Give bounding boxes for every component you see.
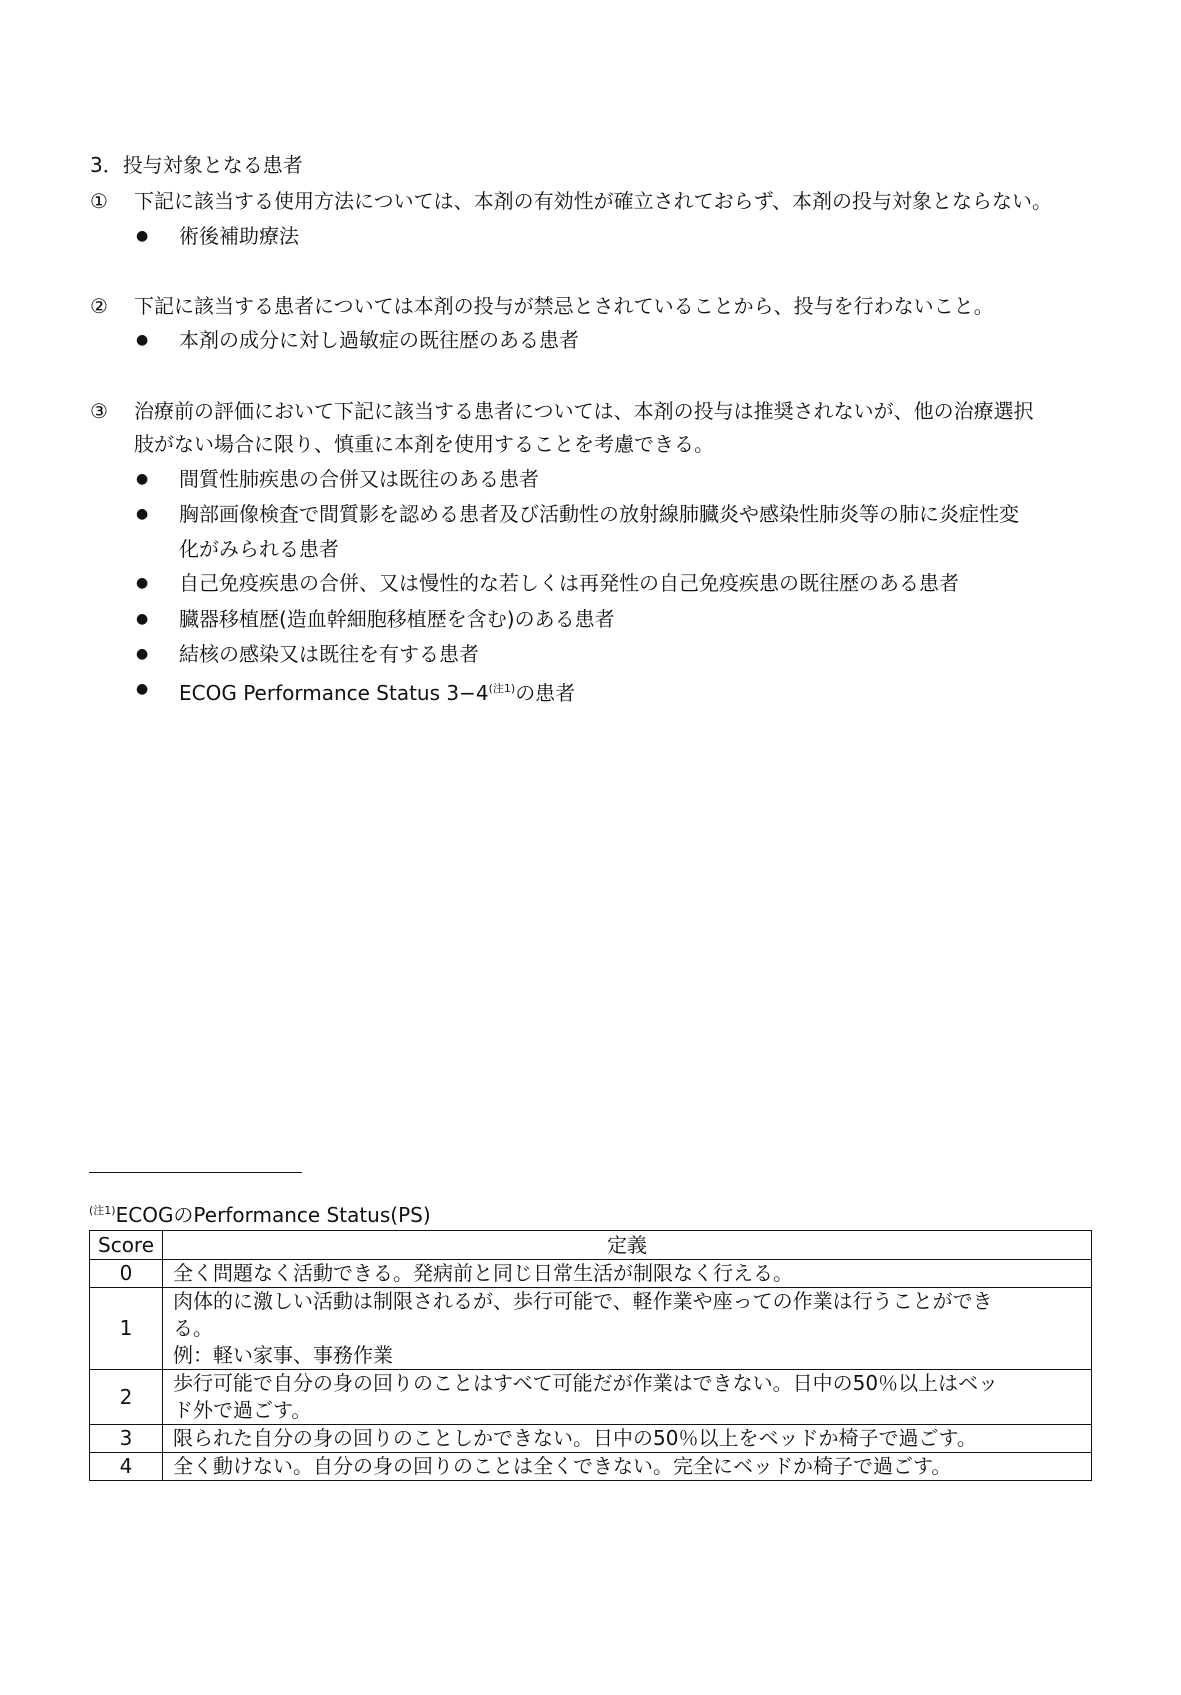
definition-line: る。 bbox=[173, 1316, 214, 1340]
ecog-suffix: の患者 bbox=[515, 681, 576, 705]
score-cell: 4 bbox=[90, 1453, 163, 1481]
header-score: Score bbox=[90, 1231, 163, 1260]
definition-line: 肉体的に激しい活動は制限されるが、歩行可能で、軽作業や座っての作業は行うことができ bbox=[173, 1289, 993, 1313]
definition-cell bbox=[163, 1260, 1092, 1288]
item-marker-2: ② bbox=[90, 294, 108, 318]
bullet-icon: ● bbox=[136, 332, 149, 348]
bullet-item: 自己免疫疾患の合併、又は慢性的な若しくは再発性の自己免疫疾患の既往歴のある患者 bbox=[179, 571, 959, 595]
item-text-1: 下記に該当する使用方法については、本剤の有効性が確立されておらず、本剤の投与対象とならない。 bbox=[134, 189, 1052, 213]
table-row bbox=[90, 1453, 1092, 1481]
definition-line: 歩行可能で自分の身の回りのことはすべて可能だが作業はできない。日中の50％以上はベッ bbox=[173, 1371, 999, 1395]
definition-cell bbox=[163, 1370, 1092, 1425]
definition-line: 全く動けない。自分の身の回りのことは全くできない。完全にベッドか椅子で過ごす。 bbox=[173, 1454, 952, 1478]
bullet-item: 胸部画像検査で間質影を認める患者及び活動性の放射線肺臓炎や感染性肺炎等の肺に炎症性変 bbox=[179, 502, 1019, 526]
bullet-icon: ● bbox=[136, 506, 149, 522]
bullet-icon: ● bbox=[136, 611, 149, 627]
table-header-row bbox=[90, 1231, 1092, 1260]
bullet-item: 臓器移植歴(造血幹細胞移植歴を含む)のある患者 bbox=[179, 607, 615, 631]
footnote-mark: (注1) bbox=[89, 1204, 116, 1217]
bullet-icon: ● bbox=[136, 471, 149, 487]
definition-cell bbox=[163, 1425, 1092, 1453]
bullet-icon: ● bbox=[136, 681, 149, 697]
item-text-2: 下記に該当する患者については本剤の投与が禁忌とされていることから、投与を行わないこと。 bbox=[134, 294, 994, 318]
bullet-item-cont: 化がみられる患者 bbox=[179, 537, 339, 561]
score-cell: 2 bbox=[90, 1370, 163, 1425]
bullet-item: 結核の感染又は既往を有する患者 bbox=[179, 642, 479, 666]
definition-line: ド外で過ごす。 bbox=[173, 1398, 312, 1422]
item-marker-1: ① bbox=[90, 189, 108, 213]
score-cell: 0 bbox=[90, 1260, 163, 1288]
score-cell: 1 bbox=[90, 1288, 163, 1370]
footnote-title bbox=[89, 1198, 431, 1228]
header-definition: 定義 bbox=[163, 1231, 1092, 1260]
definition-line: 例：軽い家事、事務作業 bbox=[173, 1343, 394, 1367]
definition-line: 限られた自分の身の回りのことしかできない。日中の50％以上をベッドか椅子で過ごす。 bbox=[173, 1426, 977, 1450]
bullet-icon: ● bbox=[136, 575, 149, 591]
definition-cell bbox=[163, 1453, 1092, 1481]
item-text-3: 治療前の評価において下記に該当する患者については、本剤の投与は推奨されないが、他の治療選択 bbox=[134, 399, 1034, 423]
ecog-table bbox=[89, 1230, 1092, 1481]
section-heading: 3．投与対象となる患者 bbox=[90, 153, 303, 177]
bullet-item-ecog bbox=[179, 676, 575, 706]
table-row bbox=[90, 1370, 1092, 1425]
bullet-item: 術後補助療法 bbox=[179, 224, 299, 248]
bullet-icon: ● bbox=[136, 646, 149, 662]
footnote-ref: (注1) bbox=[488, 682, 516, 695]
bullet-item: 間質性肺疾患の合併又は既往のある患者 bbox=[179, 467, 539, 491]
score-cell: 3 bbox=[90, 1425, 163, 1453]
footnote-title-text: ECOGのPerformance Status(PS) bbox=[115, 1203, 431, 1227]
bullet-icon: ● bbox=[136, 228, 149, 244]
table-row bbox=[90, 1288, 1092, 1370]
ecog-text: ECOG Performance Status 3−4 bbox=[179, 681, 489, 705]
table-row bbox=[90, 1260, 1092, 1288]
footnote-separator bbox=[89, 1172, 302, 1173]
table-row bbox=[90, 1425, 1092, 1453]
item-text-3-cont: 肢がない場合に限り、慎重に本剤を使用することを考慮できる。 bbox=[134, 432, 714, 456]
bullet-item: 本剤の成分に対し過敏症の既往歴のある患者 bbox=[179, 328, 579, 352]
definition-line: 全く問題なく活動できる。発病前と同じ日常生活が制限なく行える。 bbox=[173, 1261, 794, 1285]
definition-cell bbox=[163, 1288, 1092, 1370]
item-marker-3: ③ bbox=[90, 399, 108, 423]
